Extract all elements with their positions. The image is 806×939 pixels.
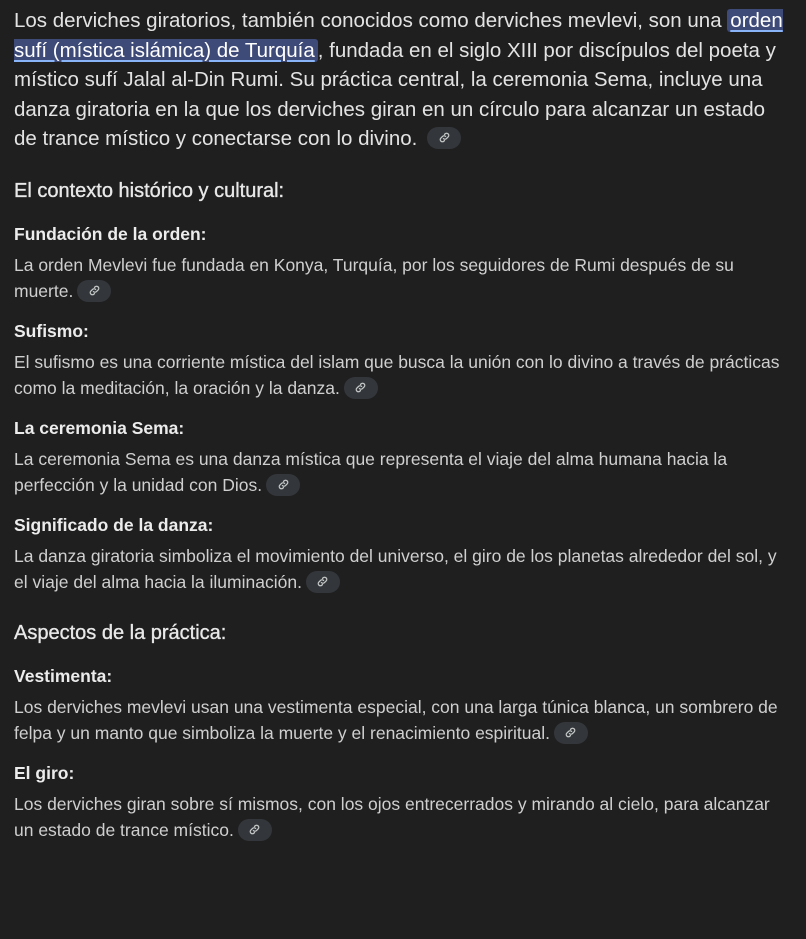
item-title: El giro: [14,762,75,783]
source-link-button[interactable] [306,571,340,593]
source-link-button[interactable] [554,722,588,744]
link-icon [277,478,290,491]
item-title: Significado de la danza: [14,514,214,535]
source-link-button[interactable] [427,127,461,149]
response-content [14,6,790,858]
link-icon [564,726,577,739]
item-text: La orden Mevlevi fue fundada en Konya, Turquía, por los seguidores de Rumi después de su muerte. [14,254,734,302]
section-historical-context [14,178,790,596]
link-icon [248,823,261,836]
item-description [14,252,790,305]
list-item [14,416,790,499]
section-heading: El contexto histórico y cultural: [14,179,285,202]
section-heading: Aspectos de la práctica: [14,621,227,644]
item-title: Fundación de la orden: [14,223,207,244]
item-title: La ceremonia Sema: [14,417,185,438]
item-description [14,543,790,596]
item-text: Los derviches giran sobre sí mismos, con los ojos entrecerrados y mirando al cielo, para alcanzar un estado de trance místico. [14,793,770,841]
link-icon [88,284,101,297]
list-item [14,513,790,596]
item-title: Vestimenta: [14,665,113,686]
item-text: Los derviches mevlevi usan una vestimenta especial, con una larga túnica blanca, un sombrero de felpa y un manto que simboliza la muerte y el renacimiento espiritual. [14,696,778,744]
item-description [14,349,790,402]
intro-paragraph [14,6,790,154]
source-link-button[interactable] [266,474,300,496]
section-practice-aspects [14,620,790,844]
intro-text-start: Los derviches giratorios, también conocidos como derviches mevlevi, son una [14,9,728,32]
item-title: Sufismo: [14,320,89,341]
link-icon [316,575,329,588]
item-text: El sufismo es una corriente mística del islam que busca la unión con lo divino a través de prácticas como la meditación, la oración y la danza. [14,351,780,399]
source-link-button[interactable] [344,377,378,399]
list-item [14,761,790,844]
item-text: La danza giratoria simboliza el movimiento del universo, el giro de los planetas alrededor del sol, y el viaje del alma hacia la iluminación. [14,545,777,593]
item-description [14,791,790,844]
source-link-button[interactable] [77,280,111,302]
item-text: La ceremonia Sema es una danza mística que representa el viaje del alma humana hacia la perfección y la unidad con Dios. [14,448,728,496]
list-item [14,319,790,402]
link-icon [354,381,367,394]
intro-text-end: , fundada en el siglo XIII por discípulos del poeta y místico sufí Jalal al-Din Rumi. Su práctica central, la ceremonia Sema, incluye una danza giratoria en la que los derviches giran en un círculo para alcanzar un estado de trance místico y conectarse con lo divino. [14,38,776,151]
link-icon [438,131,451,144]
list-item [14,664,790,747]
list-item [14,222,790,305]
item-description [14,694,790,747]
item-description [14,446,790,499]
highlighted-link[interactable]: orden sufí (mística islámica) de Turquía [14,9,783,62]
source-link-button[interactable] [238,819,272,841]
